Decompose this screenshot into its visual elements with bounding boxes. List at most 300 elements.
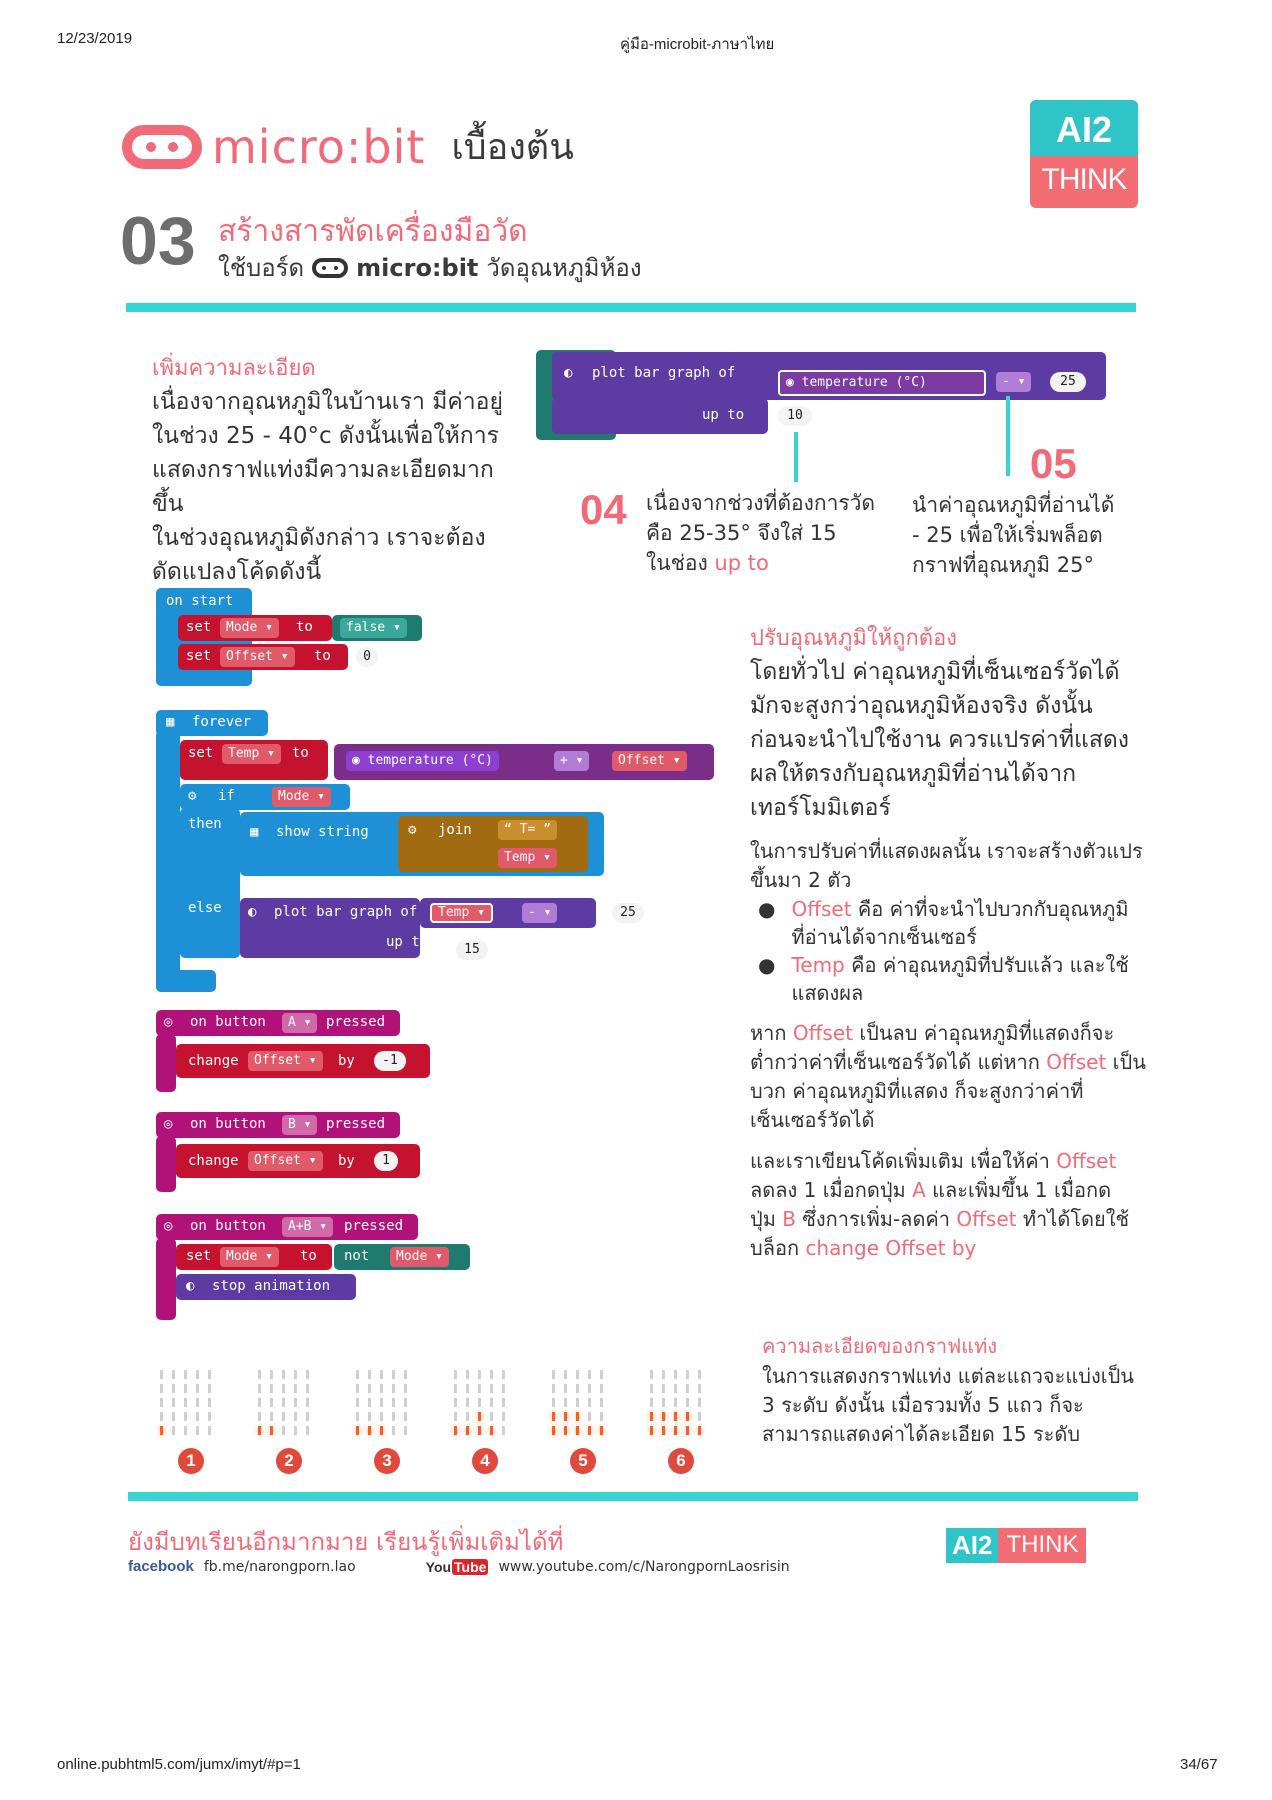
upto-label: up to — [702, 407, 745, 423]
detail-line: ในช่วงอุณหภูมิดังกล่าว เราจะต้อง — [152, 525, 486, 551]
led-off — [160, 1398, 163, 1407]
bullet-temp — [758, 951, 1150, 1007]
adjust-heading: ปรับอุณหภูมิให้ถูกต้อง — [750, 626, 958, 651]
led-off — [368, 1398, 371, 1407]
mode-var-4[interactable]: Mode ▾ — [390, 1247, 449, 1267]
set-label: set — [186, 1248, 212, 1264]
led-off — [404, 1398, 407, 1407]
plot-label: plot bar graph of — [592, 365, 736, 381]
led-off — [392, 1384, 395, 1393]
note-04-highlight: up to — [714, 551, 769, 575]
detail-line: ในช่วง 25 - 40°c ดังนั้นเพื่อให้การ — [152, 423, 499, 449]
resolution-section — [762, 1330, 1142, 1449]
bullet-line — [791, 895, 1128, 923]
led-off — [600, 1398, 603, 1407]
footer-think: THINK — [998, 1528, 1086, 1563]
led-off — [650, 1370, 653, 1379]
led-on — [650, 1412, 653, 1421]
led-off — [184, 1412, 187, 1421]
temperature-chip-2[interactable] — [346, 751, 499, 771]
led-off — [196, 1398, 199, 1407]
led-off — [306, 1412, 309, 1421]
value-25-b[interactable]: 25 — [612, 903, 644, 923]
led-off — [662, 1370, 665, 1379]
gear-icon: ⚙ — [188, 788, 197, 804]
led-off — [306, 1398, 309, 1407]
adjust-p4 — [750, 1176, 1150, 1205]
led-off — [588, 1384, 591, 1393]
offset-highlight: Offset — [1056, 1149, 1117, 1173]
offset-var-2[interactable]: Offset ▾ — [612, 751, 687, 771]
led-off — [356, 1384, 359, 1393]
adjust-line: โดยทั่วไป ค่าอุณหภูมิที่เซ็นเซอร์วัดได้ — [750, 659, 1120, 685]
led-off — [368, 1384, 371, 1393]
led-off — [294, 1426, 297, 1435]
temp-highlight: Temp — [791, 953, 845, 977]
p4-text: และเพิ่มขึ้น 1 เมื่อกด — [925, 1178, 1112, 1202]
mode-var-3[interactable]: Mode ▾ — [220, 1247, 279, 1267]
led-off — [502, 1426, 505, 1435]
led-off — [404, 1384, 407, 1393]
led-off — [392, 1412, 395, 1421]
led-off — [490, 1370, 493, 1379]
by-label: by — [338, 1053, 355, 1069]
then-label: then — [188, 816, 222, 832]
p4-text: ลดลง 1 เมื่อกดปุ่ม — [750, 1178, 913, 1202]
print-url: online.pubhtml5.com/jumx/imyt/#p=1 — [57, 1756, 301, 1773]
false-value[interactable]: false ▾ — [340, 618, 407, 638]
led-off — [208, 1426, 211, 1435]
on-button-b-block[interactable] — [156, 1112, 400, 1138]
temp-var-3[interactable]: Temp ▾ — [430, 903, 493, 923]
resolution-line: 3 ระดับ ดังนั้น เมื่อรวมทั้ง 5 แถว ก็จะ — [762, 1393, 1084, 1417]
temperature-chip[interactable] — [778, 370, 986, 396]
b-highlight: B — [782, 1207, 796, 1231]
led-off — [294, 1370, 297, 1379]
button-a-select[interactable]: A ▾ — [282, 1013, 317, 1033]
detail-line: ดัดแปลงโค้ดดังนี้ — [152, 559, 322, 585]
plus-operator[interactable]: + ▾ — [554, 751, 589, 771]
button-ab-select[interactable]: A+B ▾ — [282, 1217, 333, 1237]
target-icon: ◎ — [164, 1218, 173, 1234]
led-off — [282, 1426, 285, 1435]
grid-icon: ▦ — [250, 824, 259, 840]
led-off — [172, 1426, 175, 1435]
led-on — [600, 1426, 603, 1435]
temp-var[interactable]: Temp ▾ — [222, 744, 281, 764]
note-05-line: นำค่าอุณหภูมิที่อ่านได้ — [912, 493, 1115, 517]
led-off — [270, 1398, 273, 1407]
led-off — [502, 1398, 505, 1407]
led-on — [454, 1426, 457, 1435]
led-off — [466, 1412, 469, 1421]
led-off — [196, 1370, 199, 1379]
set-offset-block[interactable] — [178, 644, 348, 670]
led-off — [380, 1384, 383, 1393]
set-mode-block[interactable] — [178, 615, 332, 641]
plot-upto-row — [552, 398, 768, 434]
offset-highlight: Offset — [792, 1021, 853, 1045]
led-off — [576, 1370, 579, 1379]
led-off — [258, 1370, 261, 1379]
p3-text: เป็น — [1106, 1050, 1146, 1074]
led-off — [294, 1384, 297, 1393]
led-on — [478, 1426, 481, 1435]
if-label: if — [218, 788, 235, 804]
led-off — [368, 1412, 371, 1421]
bullet-dot: ● — [758, 953, 776, 977]
led-off — [564, 1370, 567, 1379]
led-off — [160, 1412, 163, 1421]
led-off — [600, 1412, 603, 1421]
change-label: change — [188, 1053, 239, 1069]
to-label: to — [300, 1248, 317, 1264]
offset-highlight: Offset — [1046, 1050, 1107, 1074]
led-off — [380, 1398, 383, 1407]
value-1[interactable]: 1 — [374, 1151, 398, 1171]
set-label: set — [186, 648, 212, 664]
bullet-text: คือ ค่าอุณหภูมิที่ปรับแล้ว และใช้ — [844, 953, 1129, 977]
led-on — [270, 1426, 273, 1435]
bullet-dot: ● — [758, 897, 776, 921]
set-temp-block[interactable] — [180, 740, 328, 780]
offset-highlight: Offset — [956, 1207, 1017, 1231]
adjust-p2: ขึ้นมา 2 ตัว — [750, 868, 852, 892]
basic-label: เบื้องต้น — [451, 127, 574, 168]
facebook-link[interactable]: fb.me/narongporn.lao — [203, 1558, 356, 1575]
led-off — [392, 1370, 395, 1379]
led-on — [490, 1426, 493, 1435]
target-icon: ◎ — [164, 1116, 173, 1132]
led-off — [564, 1398, 567, 1407]
print-date: 12/23/2019 — [57, 30, 133, 47]
led-off — [306, 1370, 309, 1379]
led-on — [356, 1426, 359, 1435]
led-off — [356, 1370, 359, 1379]
change-label: change — [188, 1153, 239, 1169]
note-05 — [912, 490, 1114, 580]
adjust-line: ก่อนจะนำไปใช้งาน ควรแปรค่าที่แสดง — [750, 727, 1130, 753]
note-05-line: กราฟที่อุณหภูมิ 25° — [912, 553, 1095, 577]
value-minus-1[interactable]: -1 — [374, 1051, 406, 1071]
led-off — [552, 1370, 555, 1379]
level-number-badge: 5 — [570, 1448, 596, 1474]
print-page-number: 34/67 — [1180, 1756, 1218, 1773]
by-label: by — [338, 1153, 355, 1169]
adjust-p4 — [750, 1147, 1150, 1176]
led-off — [184, 1384, 187, 1393]
led-off — [576, 1398, 579, 1407]
thermo-icon: ◉ — [352, 753, 368, 768]
led-off — [380, 1370, 383, 1379]
forever-foot — [156, 970, 216, 992]
led-off — [674, 1384, 677, 1393]
led-on — [564, 1412, 567, 1421]
bullet-body — [791, 895, 1128, 951]
led-off — [686, 1398, 689, 1407]
on-button-label: on button — [190, 1218, 266, 1234]
led-off — [208, 1384, 211, 1393]
led-on — [576, 1426, 579, 1435]
if-block[interactable] — [180, 784, 350, 810]
join-label: join — [438, 822, 472, 838]
toggle-icon: ◐ — [564, 365, 573, 381]
led-off — [282, 1370, 285, 1379]
ai2think-footer-logo — [946, 1528, 1086, 1563]
p3-text: เป็นลบ ค่าอุณหภูมิที่แสดงก็จะ — [852, 1021, 1115, 1045]
on-button-a-spine — [156, 1034, 176, 1092]
led-off — [490, 1384, 493, 1393]
led-on — [552, 1412, 555, 1421]
led-off — [208, 1412, 211, 1421]
join-block[interactable] — [398, 816, 588, 872]
value-15[interactable]: 15 — [456, 940, 488, 960]
led-off — [392, 1398, 395, 1407]
led-off — [172, 1398, 175, 1407]
change-offset-block-b[interactable] — [176, 1144, 420, 1178]
led-off — [270, 1412, 273, 1421]
led-off — [282, 1384, 285, 1393]
minus-operator-2[interactable]: - ▾ — [522, 903, 557, 923]
led-off — [454, 1384, 457, 1393]
lesson-subtitle — [218, 248, 642, 287]
subtitle-suffix: วัดอุณหภูมิห้อง — [486, 254, 642, 282]
led-off — [674, 1398, 677, 1407]
led-off — [196, 1426, 199, 1435]
led-off — [576, 1384, 579, 1393]
p3-text: หาก — [750, 1021, 793, 1045]
pressed-label: pressed — [344, 1218, 404, 1234]
target-icon: ◎ — [164, 1014, 173, 1030]
set-label: set — [186, 619, 212, 635]
minus-operator[interactable]: - ▾ — [996, 372, 1031, 392]
note-04-line: เนื่องจากช่วงที่ต้องการวัด — [646, 491, 876, 515]
add-expression[interactable] — [334, 744, 714, 780]
adjust-p4 — [750, 1234, 1150, 1263]
else-label: else — [188, 900, 222, 916]
adjust-section — [750, 620, 1150, 1263]
on-button-ab-spine — [156, 1238, 176, 1320]
led-off — [356, 1412, 359, 1421]
bullet-text: ที่อ่านได้จากเซ็นเซอร์ — [791, 925, 977, 949]
led-off — [466, 1370, 469, 1379]
led-off — [502, 1370, 505, 1379]
p4-text: บล็อก — [750, 1236, 806, 1260]
led-off — [404, 1370, 407, 1379]
pressed-label: pressed — [326, 1014, 386, 1030]
temp-var-2[interactable]: Temp ▾ — [498, 848, 557, 868]
on-button-ab-block[interactable] — [156, 1214, 418, 1240]
more-lessons-text: ยังมีบทเรียนอีกมากมาย เรียนรู้เพิ่มเติมได้ที่ — [128, 1528, 564, 1556]
led-off — [368, 1370, 371, 1379]
led-off — [454, 1398, 457, 1407]
led-on — [160, 1426, 163, 1435]
led-off — [600, 1370, 603, 1379]
bottom-divider — [128, 1492, 1138, 1501]
value-10[interactable]: 10 — [778, 406, 812, 426]
adjust-p2: ในการปรับค่าที่แสดงผลนั้น เราจะสร้างตัวแปร — [750, 839, 1143, 863]
led-on — [674, 1412, 677, 1421]
toggle-icon: ◐ — [248, 904, 257, 920]
if-body — [180, 808, 240, 958]
think-text: THINK — [1041, 163, 1127, 196]
value-25[interactable]: 25 — [1050, 372, 1086, 392]
button-b-select[interactable]: B ▾ — [282, 1115, 317, 1135]
plot-label: plot bar graph of — [274, 904, 418, 920]
lesson-number: 03 — [120, 203, 196, 279]
a-highlight: A — [912, 1178, 926, 1202]
detail-line: เนื่องจากอุณหภูมิในบ้านเรา มีค่าอยู่ — [152, 389, 503, 415]
bullet-line — [791, 951, 1128, 979]
youtube-link[interactable]: www.youtube.com/c/NarongpornLaosrisin — [498, 1558, 790, 1575]
p4-text: ซึ่งการเพิ่ม-ลดค่า — [795, 1207, 957, 1231]
adjust-p3: บวก ค่าอุณหภูมิที่แสดง ก็จะสูงกว่าค่าที่ — [750, 1079, 1084, 1103]
to-label: to — [296, 619, 313, 635]
offset-var-4[interactable]: Offset ▾ — [248, 1151, 323, 1171]
on-button-a-block[interactable] — [156, 1010, 400, 1036]
show-string-label: show string — [276, 824, 369, 840]
led-off — [196, 1412, 199, 1421]
led-off — [306, 1426, 309, 1435]
resolution-heading: ความละเอียดของกราฟแท่ง — [762, 1334, 998, 1358]
mode-var[interactable]: Mode ▾ — [220, 618, 279, 638]
led-off — [208, 1398, 211, 1407]
led-off — [380, 1412, 383, 1421]
grid-icon: ▦ — [166, 714, 175, 730]
led-off — [184, 1370, 187, 1379]
p3-text: ต่ำกว่าค่าที่เซ็นเซอร์วัดได้ แต่หาก — [750, 1050, 1047, 1074]
facebook-logo: facebook — [128, 1558, 194, 1575]
led-off — [258, 1412, 261, 1421]
offset-var-3[interactable]: Offset ▾ — [248, 1051, 323, 1071]
led-off — [698, 1398, 701, 1407]
led-off — [466, 1384, 469, 1393]
plot-expression[interactable] — [420, 898, 596, 928]
led-off — [698, 1384, 701, 1393]
note-04-line: คือ 25-35° จึงใส่ 15 — [646, 521, 837, 545]
led-off — [404, 1412, 407, 1421]
level-number-badge: 3 — [374, 1448, 400, 1474]
bullet-body — [791, 951, 1128, 1007]
led-on — [662, 1426, 665, 1435]
pointer-04 — [794, 432, 798, 482]
offset-var[interactable]: Offset ▾ — [220, 647, 295, 667]
microbit-logo — [122, 118, 574, 175]
forever-spine — [156, 730, 180, 992]
led-on — [674, 1426, 677, 1435]
led-on — [686, 1426, 689, 1435]
led-off — [552, 1384, 555, 1393]
led-off — [454, 1370, 457, 1379]
led-off — [172, 1412, 175, 1421]
led-on — [258, 1426, 261, 1435]
led-off — [674, 1370, 677, 1379]
value-0[interactable]: 0 — [356, 647, 378, 667]
resolution-line: สามารถแสดงค่าได้ละเอียด 15 ระดับ — [762, 1422, 1081, 1446]
detail-line: แสดงกราฟแท่งมีความละเอียดมากขึ้น — [152, 457, 494, 517]
led-on — [698, 1426, 701, 1435]
toggle-icon: ◐ — [186, 1278, 195, 1294]
led-off — [454, 1412, 457, 1421]
false-block[interactable] — [332, 615, 422, 641]
led-off — [208, 1370, 211, 1379]
led-off — [172, 1384, 175, 1393]
to-label: to — [314, 648, 331, 664]
upto-label: up to — [386, 934, 429, 950]
string-value: T= — [519, 822, 536, 837]
led-off — [588, 1412, 591, 1421]
thermo-icon: ◉ — [786, 375, 802, 390]
led-off — [502, 1412, 505, 1421]
on-button-label: on button — [190, 1116, 266, 1132]
led-off — [478, 1384, 481, 1393]
print-title: คู่มือ-microbit-ภาษาไทย — [620, 36, 775, 53]
led-off — [490, 1398, 493, 1407]
set-mode-block-2[interactable] — [176, 1244, 332, 1270]
note-05-number: 05 — [1030, 440, 1077, 487]
led-off — [294, 1398, 297, 1407]
led-on — [576, 1412, 579, 1421]
led-off — [356, 1398, 359, 1407]
stop-animation-block[interactable] — [176, 1274, 356, 1300]
led-on — [650, 1426, 653, 1435]
social-links — [128, 1558, 790, 1575]
led-off — [392, 1426, 395, 1435]
subtitle-prefix: ใช้บอร์ด — [218, 254, 305, 282]
note-05-line: - 25 เพื่อให้เริ่มพล็อต — [912, 523, 1103, 547]
p4-text: ทำได้โดยใช้ — [1016, 1207, 1130, 1231]
subtitle-brand: micro:bit — [356, 253, 479, 282]
ai2think-badge — [1030, 100, 1138, 208]
level-number-badge: 4 — [472, 1448, 498, 1474]
led-off — [490, 1412, 493, 1421]
led-off — [686, 1384, 689, 1393]
gear-icon: ⚙ — [408, 822, 417, 838]
bullet-text: คือ ค่าที่จะนำไปบวกกับอุณหภูมิ — [851, 897, 1129, 921]
adjust-line: เทอร์โมมิเตอร์ — [750, 795, 891, 821]
not-label: not — [344, 1248, 370, 1264]
led-off — [160, 1370, 163, 1379]
led-off — [478, 1398, 481, 1407]
led-off — [600, 1384, 603, 1393]
on-button-b-spine — [156, 1136, 176, 1192]
adjust-line: ผลให้ตรงกับอุณหภูมิที่อ่านได้จาก — [750, 761, 1077, 787]
led-on — [466, 1426, 469, 1435]
string-chip[interactable]: “ T= ” — [498, 820, 557, 840]
plot-bar-graph-block-2[interactable] — [240, 898, 429, 958]
level-number-badge: 1 — [178, 1448, 204, 1474]
adjust-p3 — [750, 1048, 1150, 1077]
led-off — [172, 1370, 175, 1379]
mode-var-2[interactable]: Mode ▾ — [272, 787, 331, 807]
led-on — [552, 1426, 555, 1435]
on-start-label: on start — [166, 593, 234, 609]
change-offset-block[interactable] — [176, 1044, 430, 1078]
led-on — [662, 1412, 665, 1421]
led-off — [502, 1384, 505, 1393]
not-block[interactable] — [334, 1244, 470, 1270]
youtube-you: You — [425, 1558, 452, 1575]
led-off — [282, 1398, 285, 1407]
led-off — [478, 1370, 481, 1379]
lesson-title: สร้างสารพัดเครื่องมือวัด — [218, 214, 528, 249]
led-on — [380, 1426, 383, 1435]
youtube-logo — [426, 1559, 489, 1575]
led-on — [368, 1426, 371, 1435]
top-divider — [126, 303, 1136, 312]
forever-label: forever — [192, 714, 252, 730]
microbit-wordmark: micro:bit — [212, 119, 426, 174]
